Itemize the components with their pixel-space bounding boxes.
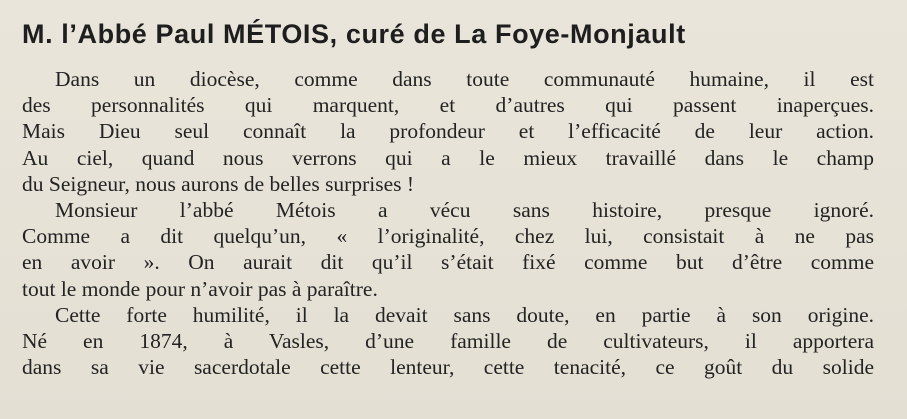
text-line: Né en 1874, à Vasles, d’une famille de cultivateurs, il apportera [22, 328, 874, 353]
text-line: Dans un diocèse, comme dans toute communauté humaine, il est [55, 67, 874, 91]
text-line: Monsieur l’abbé Métois a vécu sans histoire, presque ignoré. [55, 197, 874, 222]
paragraph-3 [22, 302, 874, 381]
text-line: en avoir ». On aurait dit qu’il s’était fixé comme but d’être comme [22, 250, 874, 275]
paragraph-2 [22, 197, 874, 302]
text-line: Cette forte humilité, il la devait sans doute, en partie à son origine. [55, 302, 874, 327]
article-body [22, 66, 874, 380]
text-line: Mais Dieu seul connaît la profondeur et l’efficacité de leur action. [22, 119, 874, 144]
paragraph-1 [22, 66, 874, 197]
text-line: dans sa vie sacerdotale cette lenteur, cette tenacité, ce goût du solide [22, 355, 874, 380]
text-line: tout le monde pour n’avoir pas à paraître. [22, 276, 378, 301]
text-line: des personnalités qui marquent, et d’autres qui passent inaperçues. [22, 93, 874, 118]
text-line: Au ciel, quand nous verrons qui a le mieux travaillé dans le champ [22, 145, 874, 170]
text-line: Comme a dit quelqu’un, « l’originalité, chez lui, consistait à ne pas [22, 224, 874, 249]
article-title: M. l’Abbé Paul MÉTOIS, curé de La Foye-Monjault [22, 19, 686, 49]
text-line: du Seigneur, nous aurons de belles surprises ! [22, 171, 415, 196]
